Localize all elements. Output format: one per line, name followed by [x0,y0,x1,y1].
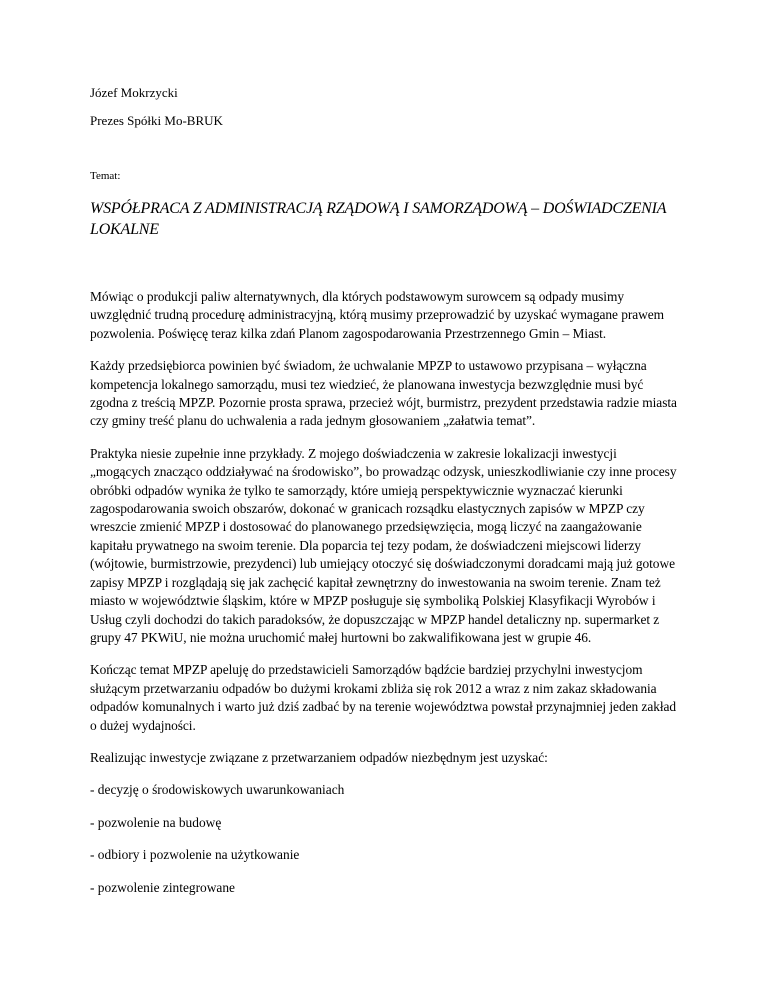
paragraph: Praktyka niesie zupełnie inne przykłady. Z mojego doświadczenia w zakresie lokalizacji inwestycji „mogących znacząco oddziaływać na środowisko”, bo prowadząc odzysk, unieszkodliwianie czy inne procesy obróbki odpadów wynika że tylko te samorządy, które umieją perspektywicznie wyznaczać kierunki zagospodarowania swoich obszarów, dokonać w granicach rozsądku elastycznych zapisów w MPZP czy wreszcie zmienić MPZP i dostosować do planowanego przedsięwzięcia, mogą liczyć na zaangażowanie kapitału prywatnego na swoim terenie. Dla poparcia tej tezy podam, że doświadczeni miejscowi liderzy (wójtowie, burmistrzowie, prezydenci) lub umiejący otoczyć się doświadczonymi doradcami mają już gotowe zapisy MPZP i rozglądają się jak zachęcić kapitał zewnętrzny do inwestowania na swoim terenie. Znam też miasto w województwie śląskim, które w MPZP posługuje się symboliką Polskiej Klasyfikacji Wyrobów i Usług czyli dochodzi do takich paradoksów, że dopuszczając w MPZP handel detaliczny np. supermarket z grupy 47 PKWiU, nie można uruchomić małej hurtowni bo zakwalifikowana jest w grupie 46. [90,445,677,645]
paragraph: Kończąc temat MPZP apeluję do przedstawicieli Samorządów bądźcie bardziej przychylni inwestycjom służącym przetwarzaniu odpadów bo dużymi krokami zbliża się rok 2012 a wraz z nim zakaz składowania odpadów komunalnych i warto już dziś zadbać by na terenie województwa powstał przynajmniej jeden zakład o dużej wydajności. [90,662,677,733]
list-item: - pozwolenie na budowę [90,814,222,830]
document-title: WSPÓŁPRACA Z ADMINISTRACJĄ RZĄDOWĄ I SAMORZĄDOWĄ – DOŚWIADCZENIA LOKALNE [90,200,667,238]
list-item: - pozwolenie zintegrowane [90,879,236,895]
topic-label: Temat: [90,170,121,182]
paragraph: Każdy przedsiębiorca powinien być świadom, że uchwalanie MPZP to ustawowo przypisana – wyłączna kompetencja lokalnego samorządu, musi tez wiedzieć, że planowana inwestycja bezwzględnie musi być zgodna z treścią MPZP. Pozornie prosta sprawa, przecież wójt, burmistrz, prezydent przedstawia radzie miasta czy gminy treść planu do uchwalenia a rada jednym głosowaniem „załatwia temat”. [90,358,677,429]
list-item: - decyzję o środowiskowych uwarunkowaniach [90,782,345,798]
author-role: Prezes Spółki Mo-BRUK [90,113,223,128]
paragraph: Mówiąc o produkcji paliw alternatywnych, dla których podstawowym surowcem są odpady musimy uwzględnić trudną procedurę administracyjną, którą musimy przeprowadzić by uzyskać wymagane prawem pozwolenia. Poświęcę teraz kilka zdań Planom zagospodarowania Przestrzennego Gmin – Miast. [90,289,665,341]
author-name: Józef Mokrzycki [90,85,178,100]
list-item: - odbiory i pozwolenie na użytkowanie [90,847,300,863]
paragraph: Realizując inwestycje związane z przetwarzaniem odpadów niezbędnym jest uzyskać: [90,749,548,765]
